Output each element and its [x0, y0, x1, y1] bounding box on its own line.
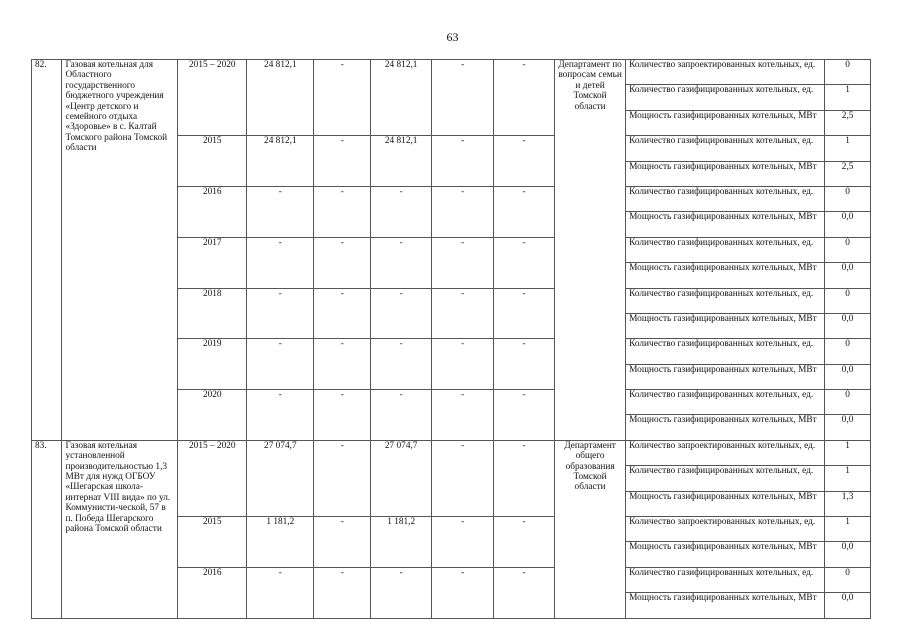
funding-total: 1 181,2 [247, 517, 314, 568]
department: Департамент по вопросам семьи и детей Томской области [555, 60, 626, 441]
funding-regional: 27 074,7 [371, 440, 432, 516]
indicator-label: Количество газифицированных котельных, ед. [626, 288, 825, 313]
indicator-label: Мощность газифицированных котельных, МВт [626, 263, 825, 288]
funding-federal: - [314, 339, 371, 390]
funding-total: - [247, 186, 314, 237]
funding-regional: - [371, 339, 432, 390]
funding-regional: - [371, 390, 432, 441]
funding-other: - [494, 517, 555, 568]
indicator-label: Мощность газифицированных котельных, МВт [626, 161, 825, 186]
indicator-label: Количество газифицированных котельных, ед. [626, 567, 825, 592]
indicator-value: 0,0 [825, 415, 871, 440]
indicator-label: Мощность газифицированных котельных, МВт [626, 212, 825, 237]
funding-local: - [432, 567, 494, 618]
funding-other: - [494, 390, 555, 441]
indicator-label: Мощность газифицированных котельных, МВт [626, 313, 825, 338]
indicator-value: 2,5 [825, 110, 871, 135]
indicator-label: Количество газифицированных котельных, ед. [626, 85, 825, 110]
indicator-label: Количество запроектированных котельных, ед. [626, 440, 825, 465]
indicator-label: Мощность газифицированных котельных, МВт [626, 364, 825, 389]
period-year: 2017 [178, 237, 247, 288]
funding-federal: - [314, 390, 371, 441]
table-row [32, 440, 871, 465]
funding-federal: - [314, 567, 371, 618]
funding-total: - [247, 339, 314, 390]
funding-other: - [494, 60, 555, 136]
period-year: 2015 [178, 136, 247, 187]
indicator-label: Количество газифицированных котельных, ед. [626, 339, 825, 364]
funding-regional: - [371, 186, 432, 237]
indicator-label: Количество газифицированных котельных, ед. [626, 466, 825, 491]
indicator-value: 0,0 [825, 364, 871, 389]
program-table [31, 59, 871, 619]
object-name: Газовая котельная установленной производительностью 1,3 МВт для нужд ОГБОУ «Шегарская школа-интернат VIII вида» по ул. Коммунисти-ческой, 57 в п. Победа Шегарского района Томской области [62, 440, 178, 618]
funding-other: - [494, 288, 555, 339]
indicator-value: 0 [825, 339, 871, 364]
funding-federal: - [314, 517, 371, 568]
indicator-label: Мощность газифицированных котельных, МВт [626, 110, 825, 135]
funding-federal: - [314, 288, 371, 339]
funding-local: - [432, 517, 494, 568]
period-year: 2016 [178, 186, 247, 237]
funding-federal: - [314, 60, 371, 136]
page-number: 63 [446, 30, 459, 44]
period-year: 2015 – 2020 [178, 440, 247, 516]
funding-federal: - [314, 237, 371, 288]
funding-total: 24 812,1 [247, 60, 314, 136]
indicator-value: 0,0 [825, 593, 871, 618]
funding-federal: - [314, 186, 371, 237]
funding-total: 24 812,1 [247, 136, 314, 187]
funding-other: - [494, 440, 555, 516]
funding-local: - [432, 339, 494, 390]
department: Департамент общего образования Томской области [555, 440, 626, 618]
indicator-value: 0,0 [825, 313, 871, 338]
funding-other: - [494, 136, 555, 187]
indicator-value: 1 [825, 466, 871, 491]
funding-federal: - [314, 136, 371, 187]
indicator-value: 0 [825, 60, 871, 85]
indicator-label: Мощность газифицированных котельных, МВт [626, 593, 825, 618]
period-year: 2015 [178, 517, 247, 568]
indicator-label: Мощность газифицированных котельных, МВт [626, 542, 825, 567]
period-year: 2020 [178, 390, 247, 441]
funding-other: - [494, 237, 555, 288]
funding-regional: 24 812,1 [371, 136, 432, 187]
period-year: 2019 [178, 339, 247, 390]
funding-regional: 1 181,2 [371, 517, 432, 568]
indicator-value: 0 [825, 288, 871, 313]
indicator-value: 1,3 [825, 491, 871, 516]
indicator-value: 0,0 [825, 212, 871, 237]
funding-local: - [432, 186, 494, 237]
funding-federal: - [314, 440, 371, 516]
indicator-value: 0,0 [825, 263, 871, 288]
indicator-value: 1 [825, 517, 871, 542]
funding-regional: - [371, 567, 432, 618]
indicator-label: Мощность газифицированных котельных, МВт [626, 491, 825, 516]
funding-local: - [432, 237, 494, 288]
indicator-value: 0 [825, 186, 871, 211]
indicator-value: 0 [825, 390, 871, 415]
indicator-label: Количество газифицированных котельных, ед. [626, 136, 825, 161]
funding-regional: - [371, 237, 432, 288]
period-year: 2015 – 2020 [178, 60, 247, 136]
funding-other: - [494, 186, 555, 237]
table-row [32, 60, 871, 85]
funding-local: - [432, 440, 494, 516]
indicator-value: 0 [825, 567, 871, 592]
indicator-label: Количество газифицированных котельных, ед. [626, 186, 825, 211]
indicator-value: 1 [825, 136, 871, 161]
funding-other: - [494, 339, 555, 390]
row-number: 83. [32, 440, 62, 618]
period-year: 2018 [178, 288, 247, 339]
indicator-label: Количество газифицированных котельных, ед. [626, 390, 825, 415]
funding-total: - [247, 288, 314, 339]
indicator-label: Количество газифицированных котельных, ед. [626, 237, 825, 262]
funding-local: - [432, 390, 494, 441]
indicator-label: Количество запроектированных котельных, ед. [626, 517, 825, 542]
funding-local: - [432, 288, 494, 339]
funding-total: - [247, 237, 314, 288]
funding-other: - [494, 567, 555, 618]
indicator-label: Мощность газифицированных котельных, МВт [626, 415, 825, 440]
funding-local: - [432, 60, 494, 136]
indicator-value: 1 [825, 85, 871, 110]
indicator-value: 0 [825, 237, 871, 262]
funding-local: - [432, 136, 494, 187]
funding-total: - [247, 567, 314, 618]
indicator-label: Количество запроектированных котельных, ед. [626, 60, 825, 85]
funding-regional: 24 812,1 [371, 60, 432, 136]
funding-total: 27 074,7 [247, 440, 314, 516]
indicator-value: 2,5 [825, 161, 871, 186]
row-number: 82. [32, 60, 62, 441]
indicator-value: 1 [825, 440, 871, 465]
indicator-value: 0,0 [825, 542, 871, 567]
object-name: Газовая котельная для Областного государственного бюджетного учреждения «Центр детского и семейного отдыха «Здоровье» в с. Калтай Томского района Томской области [62, 60, 178, 441]
funding-regional: - [371, 288, 432, 339]
funding-total: - [247, 390, 314, 441]
period-year: 2016 [178, 567, 247, 618]
